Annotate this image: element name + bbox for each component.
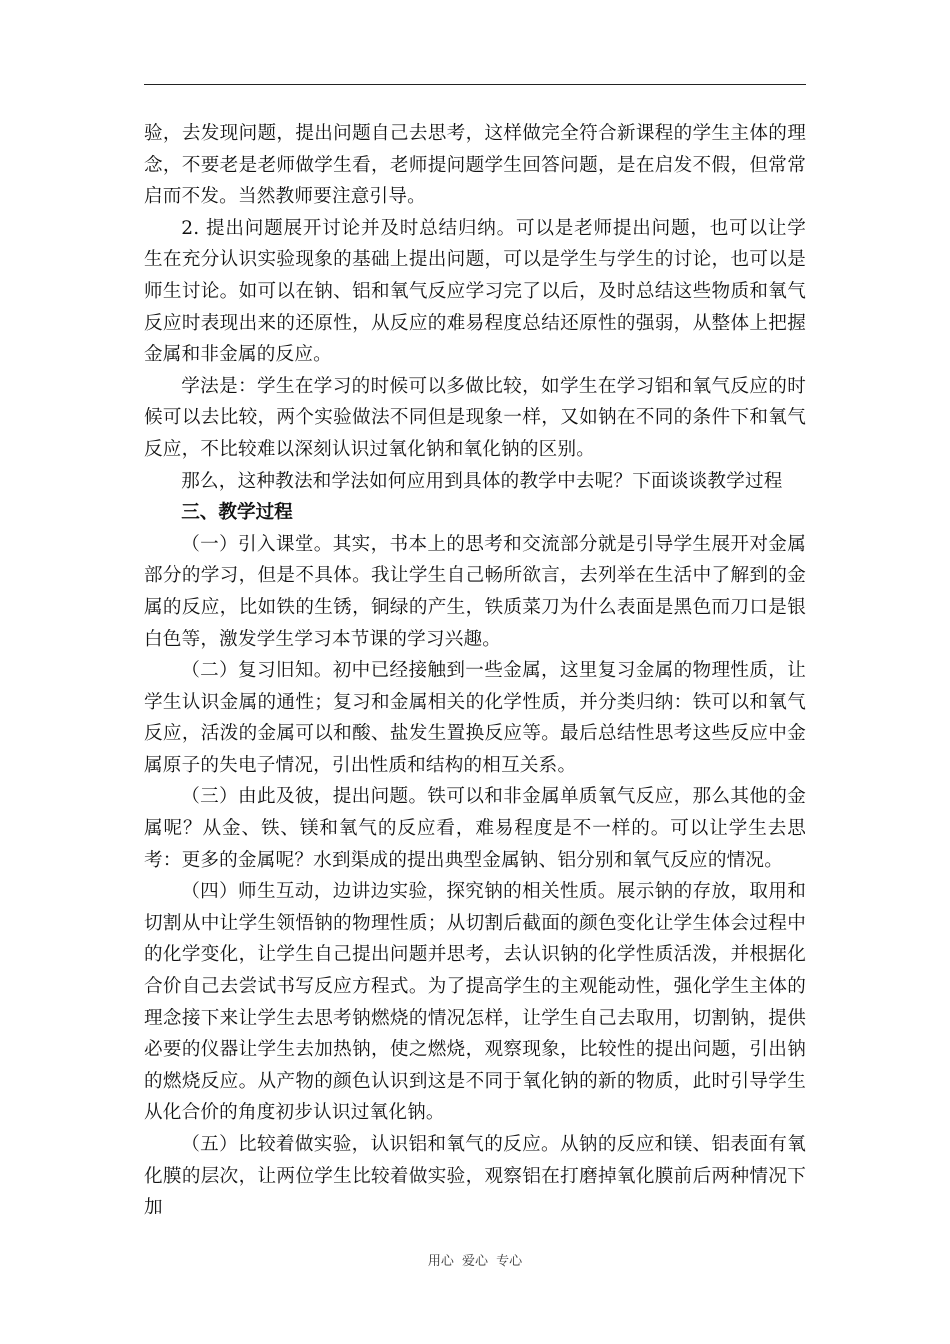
paragraph-point-2: 2. 提出问题展开讨论并及时总结归纳。可以是老师提出问题，也可以让学生在充分认识实验现象的基础上提出问题，可以是学生与学生的讨论，也可以是师生讨论。如可以在钠、铝和氧气反应学习完了以后，及时总结这些物质和氧气反应时表现出来的还原性，从反应的难易程度总结还原性的强弱，从整体上把握金属和非金属的反应。 [144,217,806,366]
paragraph-step-4: （四）师生互动，边讲边实验，探究钠的相关性质。展示钠的存放，取用和切割从中让学生领悟钠的物理性质；从切割后截面的颜色变化让学生体会过程中的化学变化，让学生自己提出问题并思考，去认识钠的化学性质活泼，并根据化合价自己去尝试书写反应方程式。为了提高学生的主观能动性，强化学生主体的理念接下来让学生去思考钠燃烧的情况怎样，让学生自己去取用，切割钠，提供必要的仪器让学生去加热钠，使之燃烧，观察现象，比较性的提出问题，引出钠的燃烧反应。从产物的颜色认识到这是不同于氧化钠的新的物质，此时引导学生从化合价的角度初步认识过氧化钠。 [144,881,806,1124]
document-body [144,118,806,1224]
paragraph-step-2: （二）复习旧知。初中已经接触到一些金属，这里复习金属的物理性质，让学生认识金属的通性；复习和金属相关的化学性质，并分类归纳：铁可以和氧气反应，活泼的金属可以和酸、盐发生置换反应等。最后总结性思考这些反应中金属原子的失电子情况，引出性质和结构的相互关系。 [144,660,806,776]
paragraph-transition: 那么，这种教法和学法如何应用到具体的教学中去呢？下面谈谈教学过程 [181,470,783,492]
paragraph-continuation: 验，去发现问题，提出问题自己去思考，这样做完全符合新课程的学生主体的理念，不要老是老师做学生看，老师提问题学生回答问题，是在启发不假，但常常启而不发。当然教师要注意引导。 [144,123,806,208]
paragraph-step-3: （三）由此及彼，提出问题。铁可以和非金属单质氧气反应，那么其他的金属呢？从金、铁、镁和氧气的反应看，难易程度是不一样的。可以让学生去思考：更多的金属呢？水到渠成的提出典型金属钠、铝分别和氧气反应的情况。 [144,786,806,871]
paragraph-study-method: 学法是：学生在学习的时候可以多做比较，如学生在学习铝和氧气反应的时候可以去比较，两个实验做法不同但是现象一样，又如钠在不同的条件下和氧气反应，不比较难以深刻认识过氧化钠和氧化钠的区别。 [144,375,806,460]
section-heading-teaching-process: 三、教学过程 [181,502,293,524]
paragraph-step-5: （五）比较着做实验，认识铝和氧气的反应。从钠的反应和镁、铝表面有氧化膜的层次，让两位学生比较着做实验，观察铝在打磨掉氧化膜前后两种情况下加 [144,1134,806,1219]
header-rule [144,84,806,85]
paragraph-step-1: （一）引入课堂。其实，书本上的思考和交流部分就是引导学生展开对金属部分的学习，但是不具体。我让学生自己畅所欲言，去列举在生活中了解到的金属的反应，比如铁的生锈，铜绿的产生，铁质菜刀为什么表面是黑色而刀口是银白色等，激发学生学习本节课的学习兴趣。 [144,533,806,650]
page-footer: 用心 爱心 专心 [427,1254,523,1269]
